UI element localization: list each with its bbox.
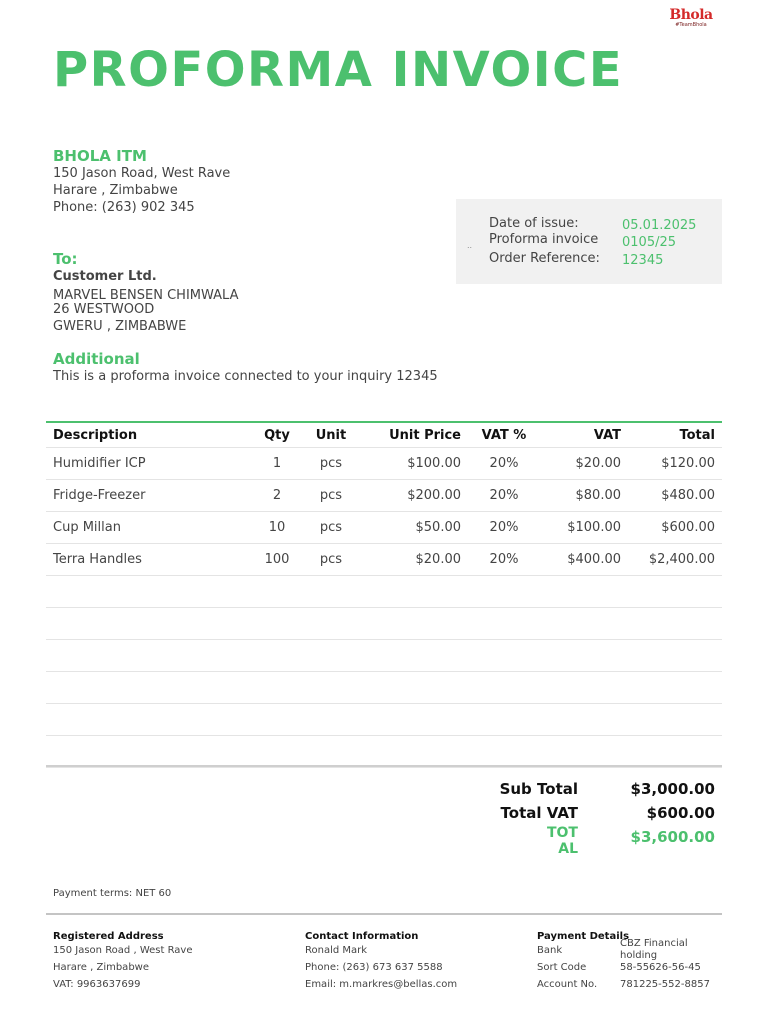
item-total: $120.00	[628, 448, 722, 480]
recipient-line-1: MARVEL BENSEN CHIMWALA	[53, 288, 239, 303]
table-row	[46, 480, 722, 512]
table-header-row	[46, 422, 722, 448]
item-total	[628, 672, 722, 704]
item-vat-percent	[468, 672, 540, 704]
seller-address-line-2: Harare , Zimbabwe	[53, 183, 178, 198]
recipient-line-2: 26 WESTWOOD	[53, 302, 155, 317]
table-row	[46, 512, 722, 544]
account-number-label: Account No.	[537, 979, 598, 990]
item-vat-percent: 20%	[468, 512, 540, 544]
item-description: Fridge-Freezer	[46, 480, 250, 512]
item-vat-percent: 20%	[468, 544, 540, 576]
table-row	[46, 640, 722, 672]
document-title: PROFORMA INVOICE	[53, 42, 624, 98]
additional-heading: Additional	[53, 350, 140, 368]
item-vat-percent	[468, 576, 540, 608]
item-unit: pcs	[304, 512, 358, 544]
item-unit-price	[358, 672, 468, 704]
item-vat-percent	[468, 704, 540, 736]
grand-total-label-line-1: TOT	[546, 825, 578, 841]
item-qty	[250, 608, 304, 640]
item-unit: pcs	[304, 480, 358, 512]
item-description: Cup Millan	[46, 512, 250, 544]
item-unit	[304, 736, 358, 768]
logo-tagline: #TeamBhola	[675, 22, 707, 28]
item-qty: 100	[250, 544, 304, 576]
invoice-details-box	[456, 199, 722, 284]
col-description-header: Description	[46, 422, 250, 448]
item-total	[628, 704, 722, 736]
item-vat	[540, 576, 628, 608]
item-qty: 2	[250, 480, 304, 512]
total-vat-value: $600.00	[646, 804, 715, 822]
table-row	[46, 448, 722, 480]
item-qty	[250, 640, 304, 672]
seller-phone: Phone: (263) 902 345	[53, 200, 195, 215]
registered-address-line-1: 150 Jason Road , West Rave	[53, 945, 193, 956]
order-reference-value: 12345	[622, 253, 664, 268]
date-of-issue-label: Date of issue:	[489, 216, 579, 231]
table-row	[46, 608, 722, 640]
details-dots: ..	[467, 241, 473, 250]
grand-total-label	[458, 825, 578, 857]
item-vat-percent	[468, 608, 540, 640]
item-vat: $100.00	[540, 512, 628, 544]
item-unit-price: $100.00	[358, 448, 468, 480]
recipient-block	[53, 250, 238, 337]
item-unit	[304, 608, 358, 640]
sort-code-label: Sort Code	[537, 962, 587, 973]
seller-block	[53, 147, 230, 216]
item-vat-percent	[468, 640, 540, 672]
item-qty	[250, 672, 304, 704]
logo-text: Bhola	[669, 7, 713, 23]
proforma-number-label: Proforma invoice	[489, 232, 599, 247]
col-unit-header: Unit	[304, 422, 358, 448]
subtotal-value: $3,000.00	[630, 780, 715, 798]
item-unit-price	[358, 576, 468, 608]
totals-divider	[46, 765, 722, 767]
item-unit-price: $200.00	[358, 480, 468, 512]
item-qty	[250, 736, 304, 768]
bank-value: CBZ Financial holding	[620, 938, 688, 961]
item-vat	[540, 736, 628, 768]
account-number-value: 781225-552-8857	[620, 979, 710, 990]
item-description	[46, 672, 250, 704]
registered-address-heading: Registered Address	[53, 931, 164, 942]
item-vat	[540, 672, 628, 704]
table-row	[46, 672, 722, 704]
item-qty: 1	[250, 448, 304, 480]
item-unit: pcs	[304, 544, 358, 576]
contact-phone: Phone: (263) 673 637 5588	[305, 962, 443, 973]
contact-name: Ronald Mark	[305, 945, 368, 956]
grand-total-label-line-2: AL	[558, 841, 578, 857]
item-vat: $80.00	[540, 480, 628, 512]
footer-registered-address	[53, 931, 193, 993]
additional-block	[53, 350, 438, 385]
payment-details-heading: Payment Details	[537, 931, 630, 942]
item-vat: $400.00	[540, 544, 628, 576]
footer-divider	[46, 913, 722, 915]
item-vat-percent	[468, 736, 540, 768]
item-vat	[540, 608, 628, 640]
footer-payment-details	[537, 931, 722, 993]
items-table	[46, 421, 722, 768]
subtotal-label: Sub Total	[499, 780, 578, 798]
item-unit	[304, 672, 358, 704]
item-unit-price	[358, 736, 468, 768]
item-vat-percent: 20%	[468, 448, 540, 480]
col-qty-header: Qty	[250, 422, 304, 448]
item-unit-price	[358, 608, 468, 640]
item-unit-price: $50.00	[358, 512, 468, 544]
table-body	[46, 448, 722, 768]
item-description	[46, 608, 250, 640]
recipient-line-3: GWERU , ZIMBABWE	[53, 319, 187, 334]
sort-code-value: 58-55626-56-45	[620, 962, 701, 973]
registered-vat: VAT: 9963637699	[53, 979, 141, 990]
footer-contact-information	[305, 931, 457, 993]
item-unit	[304, 704, 358, 736]
item-vat-percent: 20%	[468, 480, 540, 512]
company-logo	[668, 8, 714, 30]
col-total-header: Total	[628, 422, 722, 448]
additional-text: This is a proforma invoice connected to your inquiry 12345	[53, 369, 438, 384]
recipient-company: Customer Ltd.	[53, 269, 157, 284]
seller-address-line-1: 150 Jason Road, West Rave	[53, 166, 231, 181]
contact-heading: Contact Information	[305, 931, 419, 942]
item-unit-price	[358, 704, 468, 736]
table-row	[46, 704, 722, 736]
item-description: Humidifier ICP	[46, 448, 250, 480]
proforma-number-value: 0105/25	[622, 235, 677, 250]
contact-email: Email: m.markres@bellas.com	[305, 979, 458, 990]
table-row	[46, 544, 722, 576]
item-description: Terra Handles	[46, 544, 250, 576]
item-description	[46, 704, 250, 736]
seller-name: BHOLA ITM	[53, 147, 147, 165]
payment-terms: Payment terms: NET 60	[53, 888, 172, 899]
registered-address-line-2: Harare , Zimbabwe	[53, 962, 149, 973]
item-vat: $20.00	[540, 448, 628, 480]
item-total: $600.00	[628, 512, 722, 544]
item-total: $480.00	[628, 480, 722, 512]
item-qty	[250, 576, 304, 608]
item-unit-price	[358, 640, 468, 672]
table-row	[46, 736, 722, 768]
item-qty: 10	[250, 512, 304, 544]
bank-label: Bank	[537, 945, 563, 956]
total-vat-label: Total VAT	[500, 804, 578, 822]
col-unit-price-header: Unit Price	[358, 422, 468, 448]
order-reference-label: Order Reference:	[489, 251, 600, 266]
item-total	[628, 736, 722, 768]
item-description	[46, 736, 250, 768]
item-description	[46, 576, 250, 608]
item-total	[628, 640, 722, 672]
item-unit	[304, 576, 358, 608]
item-unit-price: $20.00	[358, 544, 468, 576]
item-total	[628, 608, 722, 640]
item-unit: pcs	[304, 448, 358, 480]
col-vat-percent-header: VAT %	[468, 422, 540, 448]
col-vat-header: VAT	[540, 422, 628, 448]
item-vat	[540, 640, 628, 672]
item-unit	[304, 640, 358, 672]
table-row	[46, 576, 722, 608]
recipient-heading: To:	[53, 250, 78, 268]
date-of-issue-value: 05.01.2025	[622, 218, 697, 233]
item-qty	[250, 704, 304, 736]
item-total	[628, 576, 722, 608]
grand-total-value: $3,600.00	[630, 828, 715, 846]
item-description	[46, 640, 250, 672]
item-vat	[540, 704, 628, 736]
item-total: $2,400.00	[628, 544, 722, 576]
